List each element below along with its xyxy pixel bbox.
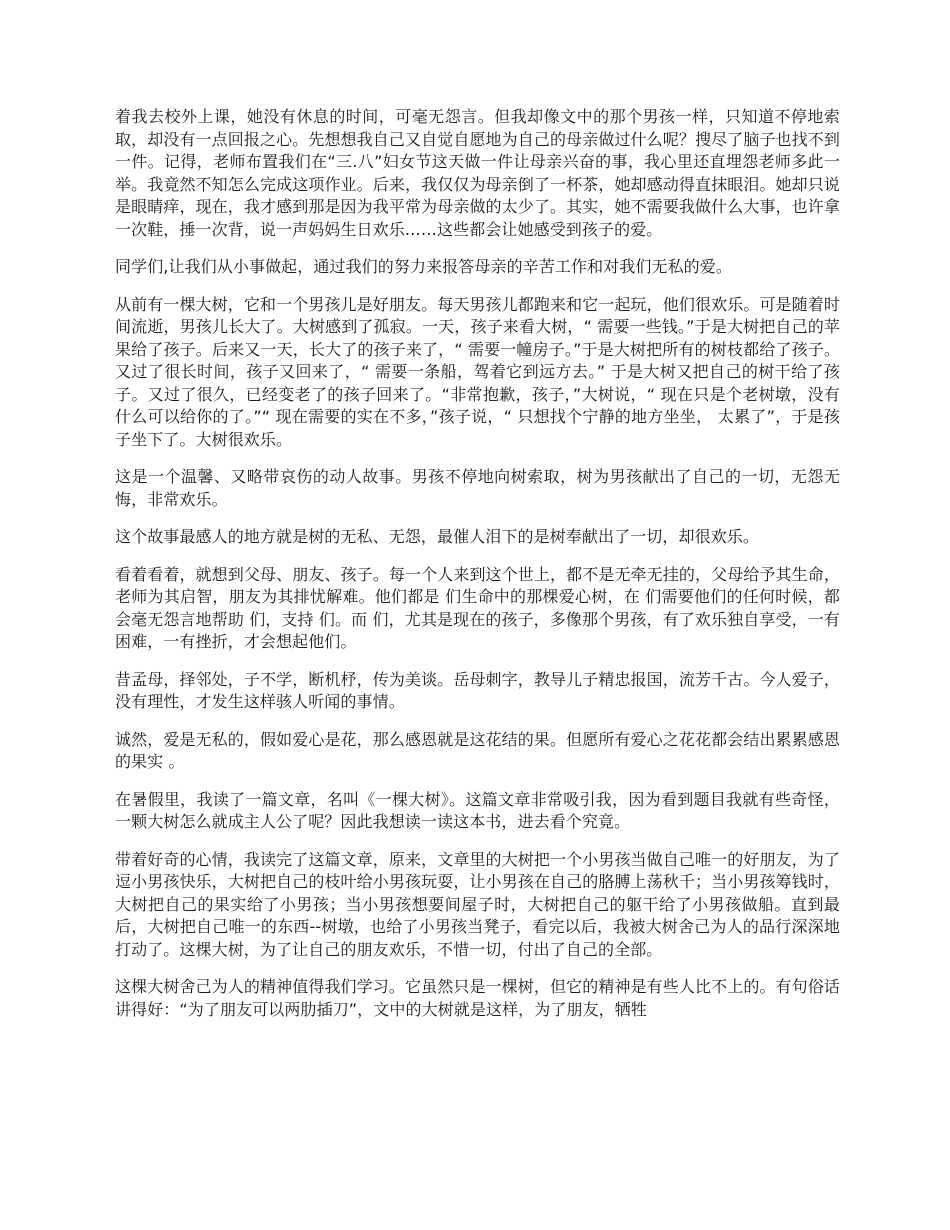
- paragraph: 从前有一棵大树，它和一个男孩儿是好朋友。每天男孩儿都跑来和它一起玩，他们很欢乐。可是随着时间流逝，男孩儿长大了。大树感到了孤寂。一天，孩子来看大树，“ 需要一些钱。”于是大树把自己的苹果给了孩子。后来又一天，长大了的孩子来了，“ 需要一幢房子。”于是大树把所有的树枝都给了孩子。又过了很长时间，孩子又回来了，“ 需要一条船，驾着它到远方去。” 于是大树又把自己的树干给了孩子。又过了很久，已经变老了的孩子回来了。“非常抱歉，孩子，”大树说，“ 现在只是个老树墩，没有什么可以给你的了。”“ 现在需要的实在不多，”孩子说，“ 只想找个宁静的地方坐坐， 太累了”，于是孩子坐下了。大树很欢乐。: [115, 294, 840, 449]
- paragraph: 看着看着，就想到父母、朋友、孩子。每一个人来到这个世上，都不是无牵无挂的，父母给予其生命，老师为其启智，朋友为其排忧解难。他们都是 们生命中的那棵爱心树，在 们需要他们的任何时候，都会毫无怨言地帮助 们，支持 们。而 们，尤其是现在的孩子，多像那个男孩，有了欢乐独自享受，一有困难，一有挫折，才会想起他们。: [115, 564, 840, 651]
- paragraph: 带着好奇的心情，我读完了这篇文章，原来，文章里的大树把一个小男孩当做自己唯一的好朋友，为了逗小男孩快乐，大树把自己的枝叶给小男孩玩耍，让小男孩在自己的胳膊上荡秋千；当小男孩筹钱时，大树把自己的果实给了小男孩；当小男孩想要间屋子时，大树把自己的躯干给了小男孩做船。直到最后，大树把自己唯一的东西--树墩，也给了小男孩当凳子，看完以后，我被大树舍己为人的品行深深地打动了。这棵大树，为了让自己的朋友欢乐，不惜一切，付出了自己的全部。: [115, 849, 840, 959]
- paragraph: 这棵大树舍己为人的精神值得我们学习。它虽然只是一棵树，但它的精神是有些人比不上的。有句俗话讲得好：“为了朋友可以两肋插刀”，文中的大树就是这样，为了朋友，牺牲: [115, 977, 840, 1019]
- paragraph: 在暑假里，我读了一篇文章，名叫《一棵大树》。这篇文章非常吸引我，因为看到题目我就有些奇怪，一颗大树怎么就成主人公了呢？因此我想读一读这本书，进去看个究竟。: [115, 789, 840, 831]
- paragraph: 同学们,让我们从小事做起，通过我们的努力来报答母亲的辛苦工作和对我们无私的爱。: [115, 257, 732, 276]
- document-body: [115, 106, 840, 1021]
- paragraph: 这个故事最感人的地方就是树的无私、无怨，最催人泪下的是树奉献出了一切，却很欢乐。: [115, 527, 760, 546]
- paragraph: 这是一个温馨、又略带哀伤的动人故事。男孩不停地向树索取，树为男孩献出了自己的一切，无怨无悔，非常欢乐。: [115, 467, 840, 509]
- paragraph: 诚然，爱是无私的，假如爱心是花，那么感恩就是这花结的果。但愿所有爱心之花花都会结出累累感恩的果实 。: [115, 729, 840, 771]
- paragraph: 着我去校外上课，她没有休息的时间，可毫无怨言。但我却像文中的那个男孩一样，只知道不停地索取，却没有一点回报之心。先想想我自己又自觉自愿地为自己的母亲做过什么呢？搜尽了脑子也找不到一件。记得，老师布置我们在“三.八”妇女节这天做一件让母亲兴奋的事，我心里还直埋怨老师多此一举。我竟然不知怎么完成这项作业。后来，我仅仅为母亲倒了一杯茶，她却感动得直抹眼泪。她却只说是眼睛痒，现在，我才感到那是因为我平常为母亲做的太少了。其实，她不需要我做什么大事，也许拿一次鞋，捶一次背，说一声妈妈生日欢乐……这些都会让她感受到孩子的爱。: [115, 107, 840, 239]
- paragraph: 昔孟母，择邻处，子不学，断机杼，传为美谈。岳母刺字，教导儿子精忠报国，流芳千古。今人爱子，没有理性，才发生这样骇人听闻的事情。: [115, 669, 840, 711]
